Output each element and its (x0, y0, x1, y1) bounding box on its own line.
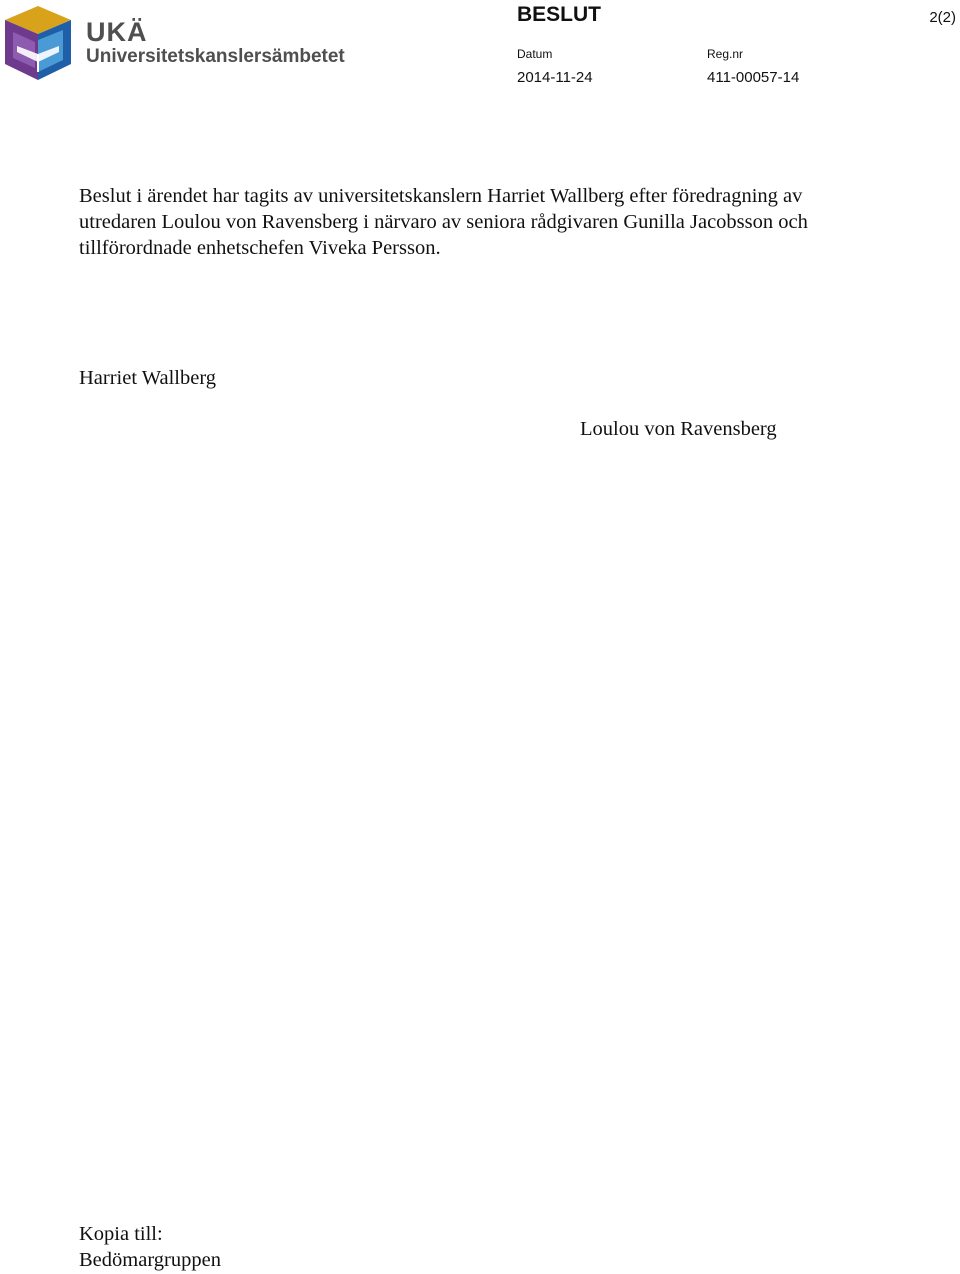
reg-number-label: Reg.nr (707, 47, 744, 61)
signature-investigator: Loulou von Ravensberg (580, 418, 777, 440)
page-number: 2(2) (929, 9, 956, 26)
decision-paragraph: Beslut i ärendet har tagits av universitetskanslern Harriet Wallberg efter föredragning av utredaren Loulou von Ravensberg i närvaro av seniora rådgivaren Gunilla Jacobsson och tillförordnade enhetschefen Viveka Persson. (79, 185, 808, 259)
copy-to-block (79, 1221, 221, 1273)
copy-to-label: Kopia till: (79, 1223, 163, 1245)
uka-logo-icon (5, 6, 71, 80)
document-type: BESLUT (517, 3, 601, 26)
copy-to-recipient: Bedömargruppen (79, 1249, 221, 1271)
date-value: 2014-11-24 (517, 69, 593, 86)
reg-number-value: 411-00057-14 (707, 69, 800, 86)
logo-full-name: Universitetskanslersämbetet (86, 46, 345, 67)
signature-chancellor: Harriet Wallberg (79, 367, 217, 389)
logo-wordmark (86, 18, 345, 68)
logo-abbreviation: UKÄ (86, 17, 148, 47)
date-label: Datum (517, 47, 553, 61)
